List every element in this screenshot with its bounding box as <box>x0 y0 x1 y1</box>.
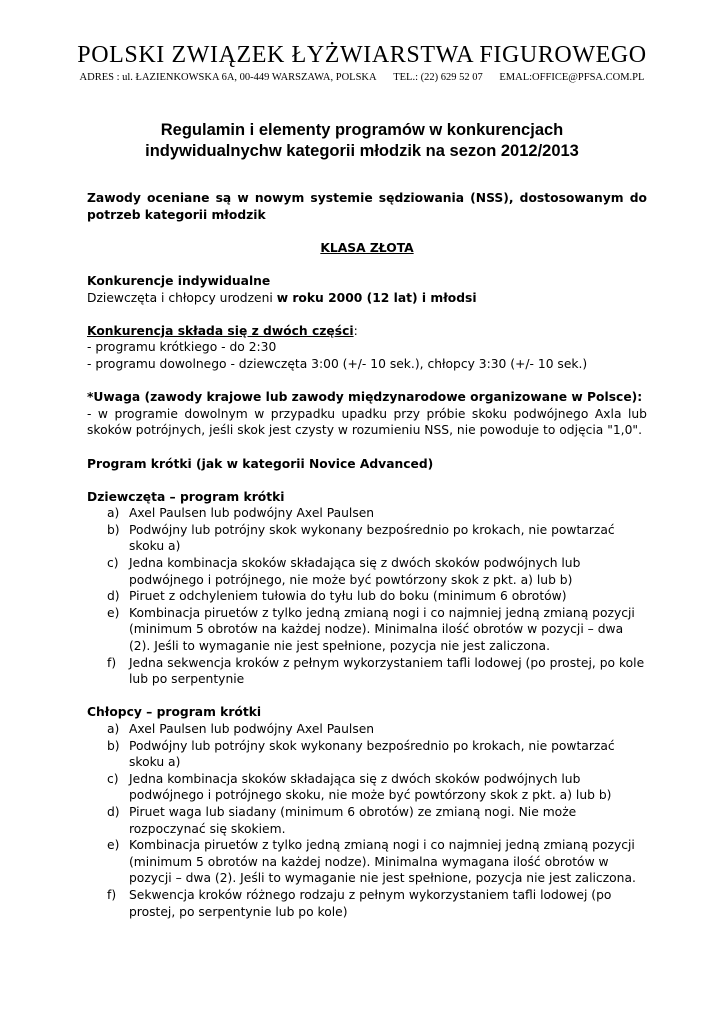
intro-paragraph: Zawody oceniane są w nowym systemie sędziowania (NSS), dostosowanym do potrzeb kategorii młodzik <box>87 191 647 222</box>
phone: TEL.: (22) 629 52 07 <box>393 72 483 83</box>
note-text: - w programie dowolnym w przypadku upadku przy próbie skoku podwójnego Axla lub skoków potrójnych, jeśli skok jest czysty w rozumieniu NSS, nie powoduje to odjęcia "1,0". <box>87 406 647 438</box>
individual-heading: Konkurencje indywidualne <box>87 273 271 288</box>
list-item: a) Axel Paulsen lub podwójny Axel Paulsen <box>107 722 375 736</box>
individual-eligibility: Dziewczęta i chłopcy urodzeni w roku 2000 (12 lat) i młodsi <box>87 290 477 305</box>
list-item: c) Jedna kombinacja skoków składająca się z dwóch skoków podwójnych lub podwójnego i potrójnego skoku, nie może być powtórzony skok z pkt. a) lub b) <box>107 771 612 803</box>
list-item: d) Piruet z odchyleniem tułowia do tyłu lub do boku (minimum 6 obrotów) <box>107 589 567 604</box>
list-item: d) Piruet waga lub siadany (minimum 6 obrotów) ze zmianą nogi. Nie może rozpoczynać się skokiem. <box>107 804 577 836</box>
document-body <box>87 190 647 920</box>
list-item: b) Podwójny lub potrójny skok wykonany bezpośrednio po krokach, nie powtarzać skoku a) <box>107 522 615 554</box>
short-program-duration: - programu krótkiego - do 2:30 <box>87 340 277 355</box>
list-item: e) Kombinacja piruetów z tylko jedną zmianą nogi i co najmniej jedną zmianą pozycji (minimum 5 obrotów na każdej nodze). Minimalna wymagana ilość obrotów w pozycji – dwa (2). Jeśli to wymaganie nie jest spełnione, pozycja nie jest zaliczona. <box>107 838 636 886</box>
boys-section-heading: Chłopcy – program krótki <box>87 705 262 720</box>
parts-heading: Konkurencja składa się z dwóch części: <box>87 323 358 338</box>
document-title <box>60 120 664 162</box>
list-item: b) Podwójny lub potrójny skok wykonany bezpośrednio po krokach, nie powtarzać skoku a) <box>107 738 615 770</box>
organization-contact <box>0 71 724 84</box>
list-item: f) Jedna sekwencja kroków z pełnym wykorzystaniem tafli lodowej (po prostej, po kole lub po serpentynie <box>107 655 645 687</box>
list-item: f) Sekwencja kroków różnego rodzaju z pełnym wykorzystaniem tafli lodowej (po prostej, po serpentynie lub po kole) <box>107 887 612 919</box>
free-program-duration: - programu dowolnego - dziewczęta 3:00 (+/- 10 sek.), chłopcy 3:30 (+/- 10 sek.) <box>87 356 588 371</box>
class-heading: KLASA ZŁOTA <box>320 240 414 255</box>
girls-requirements-list <box>87 505 647 688</box>
title-line-2: indywidualnychw kategorii młodzik na sezon 2012/2013 <box>145 142 579 160</box>
email: EMAL:OFFICE@PFSA.COM.PL <box>499 72 645 83</box>
list-item: e) Kombinacja piruetów z tylko jedną zmianą nogi i co najmniej jedną zmianą pozycji (minimum 5 obrotów na każdej nodze). Minimalna ilość obrotów w pozycji – dwa (2). Jeśli to wymaganie nie jest spełnione, pozycja nie jest zaliczona. <box>107 605 635 654</box>
girls-section-heading: Dziewczęta – program krótki <box>87 489 285 504</box>
list-item: c) Jedna kombinacja skoków składająca się z dwóch skoków podwójnych lub podwójnego i potrójnego, nie może być powtórzony skok z pkt. a) lub b) <box>107 556 581 587</box>
list-item: a) Axel Paulsen lub podwójny Axel Paulsen <box>107 506 375 521</box>
boys-requirements-list <box>87 721 647 920</box>
address: ADRES : ul. ŁAZIENKOWSKA 6A, 00-449 WARSZAWA, POLSKA <box>79 72 377 83</box>
short-program-heading: Program krótki (jak w kategorii Novice Advanced) <box>87 456 434 471</box>
title-line-1: Regulamin i elementy programów w konkurencjach <box>160 121 564 139</box>
organization-name: POLSKI ZWIĄZEK ŁYŻWIARSTWA FIGUROWEGO <box>77 42 647 68</box>
note-heading: *Uwaga (zawody krajowe lub zawody międzynarodowe organizowane w Polsce): <box>87 390 643 405</box>
